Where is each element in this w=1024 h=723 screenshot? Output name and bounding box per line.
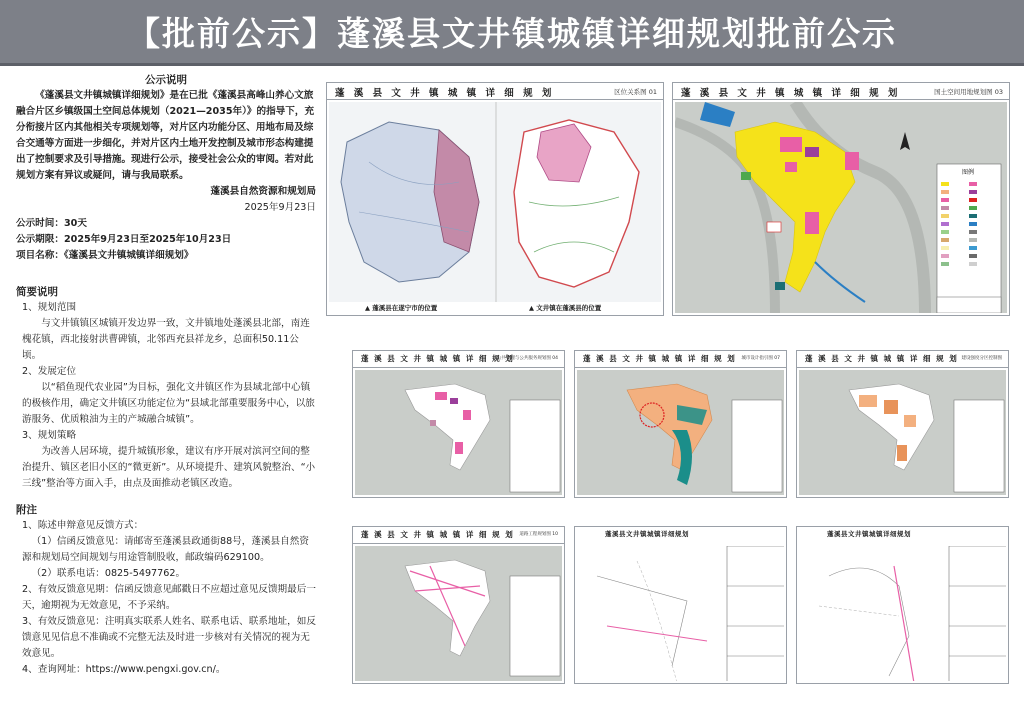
legend-title: 图例 [962, 169, 975, 176]
summary-strategy-body: 为改善人居环境，提升城镇形象，建议有序开展对滨河空间的整治提升、镇区老旧小区的“微更新”。从环境提升、建筑风貌整治、“小三线”整治等方面入手，由点及面推动老镇区改造。 [22, 446, 316, 489]
land-use-map-graphic [675, 102, 1007, 313]
note-2: 2、有效反馈意见期：信函反馈意见邮戳日不应超过意见反馈期最后一天，逾期视为无效意见，不予采纳。 [22, 584, 316, 611]
note-1a: （1）信函反馈意见：请邮寄至蓬溪县政通街88号，蓬溪县自然资源和规划局空间规划与用途管制股收，邮政编码629100。 [22, 536, 309, 563]
notice-duration: 公示时间：30天 [16, 218, 87, 229]
panel-title: 蓬 溪 县 文 井 镇 城 镇 详 细 规 划 [335, 88, 555, 99]
panel-title: 蓬 溪 县 文 井 镇 城 镇 详 细 规 划 [681, 88, 901, 99]
panel-land-use-map [672, 82, 1010, 316]
panel-title: 蓬 溪 县 文 井 镇 城 镇 详 细 规 划 [361, 530, 515, 539]
notice-org: 蓬溪县自然资源和规划局 [210, 186, 316, 197]
panel-subtitle: 道路工程规划图 10 [519, 532, 558, 537]
summary-position-title: 2、发展定位 [22, 366, 77, 377]
panel-control-plan-a [574, 526, 787, 684]
left-column [16, 68, 316, 678]
panel-intensity-map [796, 350, 1009, 498]
note-1b: （2）联系电话：0825-5497762。 [31, 568, 186, 579]
panel-title: 蓬 溪 县 文 井 镇 城 镇 详 细 规 划 [583, 354, 737, 363]
panel-public-services-map [352, 350, 565, 498]
panel-title: 蓬溪县文井镇城镇详细规划 [827, 530, 911, 538]
notes-heading: 附注 [16, 504, 37, 516]
caption-city: ▲ 蓬溪县在遂宁市的位置 [365, 304, 438, 312]
panel-subtitle: 建设强度分区控制图 [961, 356, 1002, 361]
panel-urban-design-map [574, 350, 787, 498]
panel-subtitle: 国土空间用地规划图 03 [934, 88, 1003, 96]
panel-road-map [352, 526, 565, 684]
summary-scope-body: 与文井镇镇区城镇开发边界一致，文井镇地处蓬溪县北部，南连槐花镇，西北接射洪曹碑镇，北邻西充县祥龙乡，总面积50.11公顷。 [22, 318, 310, 361]
note-3: 3、有效反馈意见：注明真实联系人姓名、联系电话、联系地址，如反馈意见见信息不准确或不完整无法及时进一步核对有关情况的视为无效意见。 [22, 616, 316, 659]
panel-title: 蓬 溪 县 文 井 镇 城 镇 详 细 规 划 [361, 354, 515, 363]
caption-county: ▲ 文井镇在蓬溪县的位置 [529, 304, 602, 312]
note-1: 1、陈述申辩意见反馈方式： [22, 520, 144, 531]
panel-subtitle: 区位关系图 01 [614, 88, 657, 96]
panel-title: 蓬 溪 县 文 井 镇 城 镇 详 细 规 划 [805, 354, 959, 363]
notice-heading: 公示说明 [145, 74, 187, 86]
summary-heading: 简要说明 [16, 286, 58, 298]
control-plan-b-graphic [799, 546, 1006, 681]
summary-scope-title: 1、规划范围 [22, 302, 77, 313]
page-title: 【批前公示】蓬溪县文井镇城镇详细规划批前公示 [127, 14, 897, 53]
summary-strategy-title: 3、规划策略 [22, 430, 77, 441]
panel-subtitle: 城市设计指引图 07 [741, 356, 780, 361]
urban-design-map-graphic [577, 370, 784, 495]
panel-title: 蓬溪县文井镇城镇详细规划 [605, 530, 689, 538]
summary-position-body: 以“稻鱼现代农业园”为目标，强化文井镇区作为县域北部中心镇的极核作用，确定文井镇区功能定位为“县域北部重要服务中心，以旅游服务、优质粮油为主的产城融合城镇”。 [22, 382, 315, 425]
panel-control-plan-b [796, 526, 1009, 684]
banner [0, 0, 1024, 66]
control-plan-a-graphic [577, 546, 784, 681]
notice-date: 2025年9月23日 [244, 202, 316, 213]
note-4: 4、查询网址：https://www.pengxi.gov.cn/。 [22, 664, 226, 675]
panel-location-map [326, 82, 664, 316]
notice-period: 公示期限：2025年9月23日至2025年10月23日 [16, 234, 232, 245]
location-map-graphic [329, 102, 661, 313]
intensity-map-graphic [799, 370, 1006, 495]
road-map-graphic [355, 546, 562, 681]
notice-project: 项目名称：《蓬溪县文井镇城镇详细规划》 [16, 250, 194, 261]
notice-body: 《蓬溪县文井镇城镇详细规划》是在已批《蓬溪县高峰山养心文旅融合片区乡镇级国土空间总体规划（2021—2035年）》的指导下，充分衔接片区内其他相关专项规划等，对片区内功能分区、用地布局及综合交通等方面进一步细化，并对片区内土地开发控制及城市形态构建提出了控制要求及引导措施。现进行公示，接受社会公众的审阅。若对此规划方案有异议或疑问，请与我局联系。 [16, 90, 315, 181]
public-services-map-graphic [355, 370, 562, 495]
panel-subtitle: 公共管理与公共服务规划图 04 [496, 356, 558, 361]
